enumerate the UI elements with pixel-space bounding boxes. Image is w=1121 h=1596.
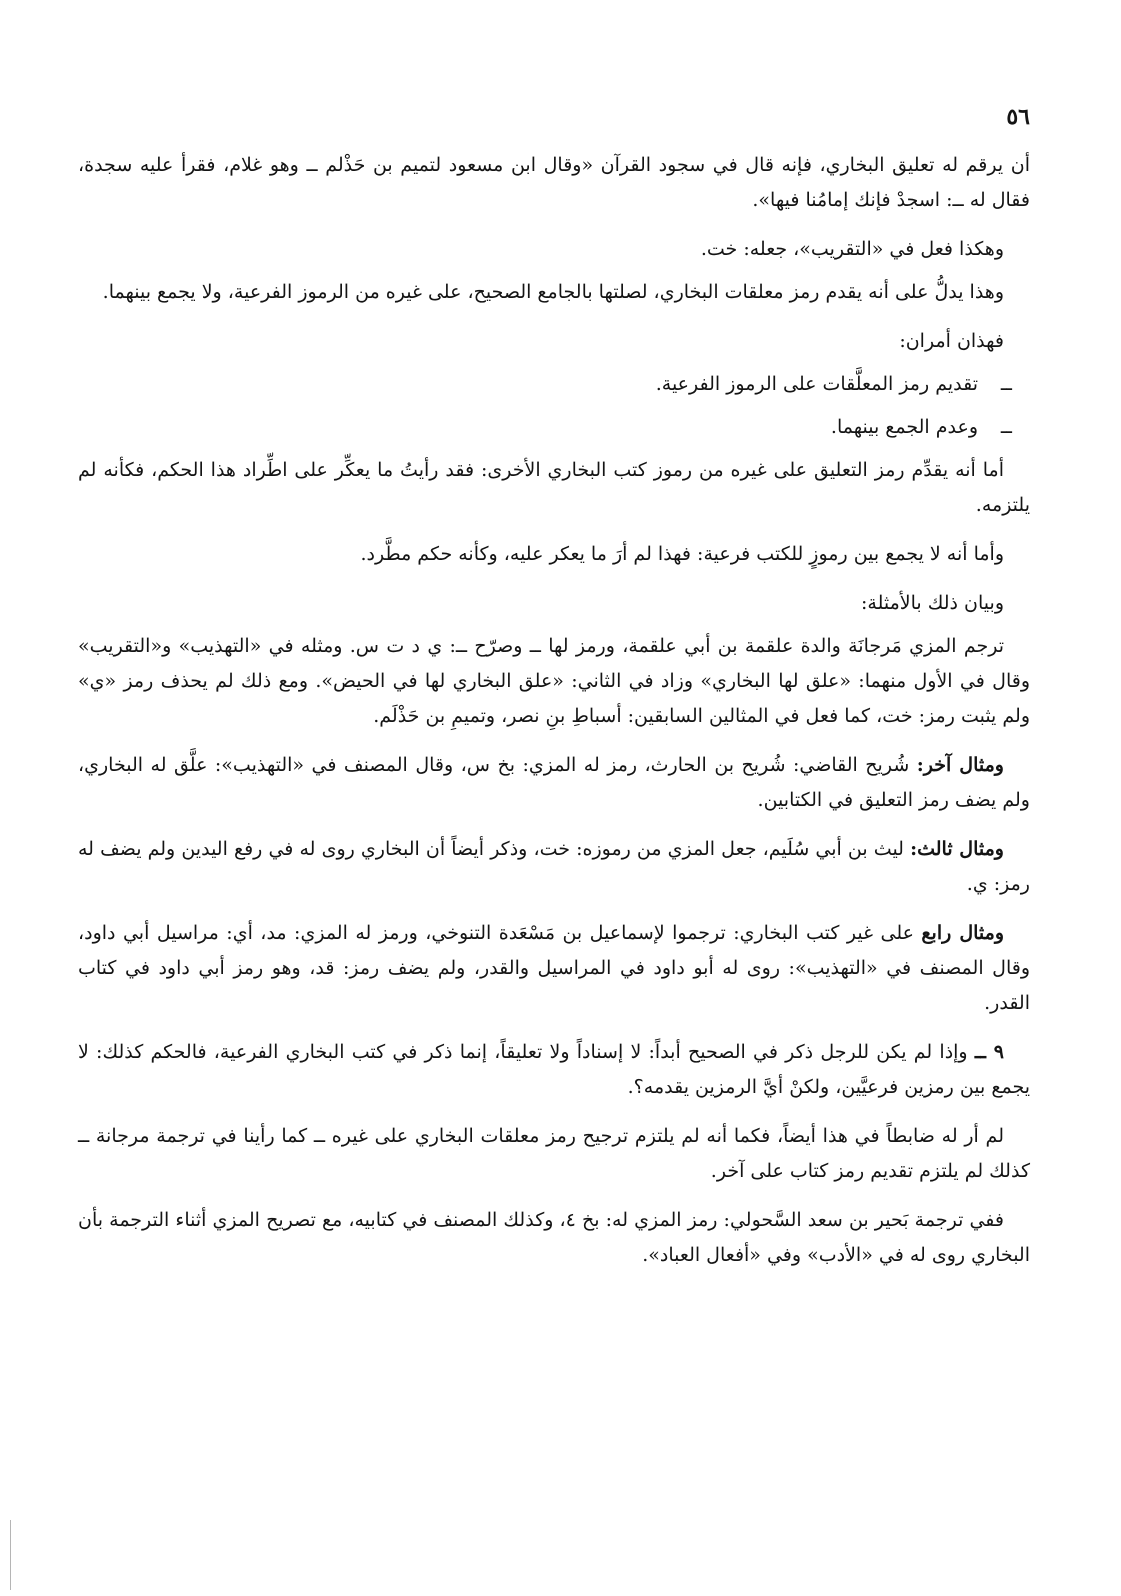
margin-rule: [10, 1520, 11, 1590]
paragraph: وأما أنه لا يجمع بين رموزٍ للكتب فرعية: فهذا لم أرَ ما يعكر عليه، وكأنه حكم مطَّرد.: [360, 543, 1004, 565]
section-number: ٩ ــ: [974, 1041, 1004, 1063]
paragraph: [78, 748, 1030, 818]
section-text: وإذا لم يكن للرجل ذكر في الصحيح أبداً: لا إسناداً ولا تعليقاً، إنما ذكر في كتب البخاري الفرعية، فالحكم كذلك: لا يجمع بين رمزين فرعيَّين، ولكنْ أيَّ الرمزين يقدمه؟.: [78, 1041, 1030, 1098]
bullet-item: [78, 367, 1030, 402]
page-number: ٥٦: [1006, 104, 1030, 130]
example-lead: ومثال ثالث:: [910, 838, 1004, 860]
example-text: على غير كتب البخاري: ترجموا لإسماعيل بن مَسْعَدة التنوخي، ورمز له المزي: مد، أي: مراسيل أبي داود، وقال المصنف في «التهذيب»: روى له أبو داود في المراسيل والقدر، ولم يضف رمز: قد، وهو رمز أبي داود في كتاب القدر.: [78, 922, 1030, 1014]
example-lead: ومثال آخر:: [916, 754, 1004, 776]
paragraph: لم أر له ضابطاً في هذا أيضاً، فكما أنه لم يلتزم ترجيح رمز معلقات البخاري على غيره ــ كما رأينا في ترجمة مرجانة ــ كذلك لم يلتزم تقديم رمز كتاب على آخر.: [78, 1125, 1030, 1182]
bullet-dash: ــ: [1000, 416, 1012, 438]
bullet-text: وعدم الجمع بينهما.: [830, 416, 978, 438]
paragraph: وهذا يدلُّ على أنه يقدم رمز معلقات البخاري، لصلتها بالجامع الصحيح، على غيره من الرموز الفرعية، ولا يجمع بينهما.: [102, 281, 1004, 303]
example-lead: ومثال رابع: [921, 922, 1004, 944]
paragraph: [78, 832, 1030, 902]
bullet-item: [78, 410, 1030, 445]
paragraph: ترجم المزي مَرجانَة والدة علقمة بن أبي علقمة، ورمز لها ــ وصرّح ــ: ي د ت س. ومثله في «التهذيب» و«التقريب» وقال في الأول منهما: «علق لها البخاري» وزاد في الثاني: «علق البخاري لها في الحيض». ومع ذلك لم يحذف رمز «ي» ولم يثبت رمز: خت، كما فعل في المثالين السابقين: أسباطِ بنِ نصر، وتميمِ بن حَذْلَم.: [78, 635, 1030, 727]
bullet-text: تقديم رمز المعلَّقات على الرموز الفرعية.: [655, 373, 978, 395]
example-text: شُريح القاضي: شُريح بن الحارث، رمز له المزي: بخ س، وقال المصنف في «التهذيب»: علَّق له البخاري، ولم يضف رمز التعليق في الكتابين.: [78, 754, 1030, 811]
paragraph: أن يرقم له تعليق البخاري، فإنه قال في سجود القرآن «وقال ابن مسعود لتميم بن حَذْلم ــ وهو غلام، فقرأ عليه سجدة، فقال له ــ: اسجدْ فإنك إمامُنا فيها».: [78, 154, 1030, 211]
document-page: [78, 0, 1030, 1596]
paragraph: وبيان ذلك بالأمثلة:: [861, 592, 1004, 614]
paragraph: أما أنه يقدِّم رمز التعليق على غيره من رموز كتب البخاري الأخرى: فقد رأيتُ ما يعكِّر على اطِّراد هذا الحكم، فكأنه لم يلتزمه.: [78, 459, 1030, 516]
paragraph: [78, 1035, 1030, 1105]
body-text: [78, 148, 1030, 1287]
example-text: ليث بن أبي سُلَيم، جعل المزي من رموزه: خت، وذكر أيضاً أن البخاري روى له في رفع اليدين ولم يضف له رمز: ي.: [78, 838, 1030, 895]
bullet-dash: ــ: [1000, 373, 1012, 395]
paragraph: [78, 916, 1030, 1021]
paragraph: وهكذا فعل في «التقريب»، جعله: خت.: [700, 238, 1004, 260]
paragraph: فهذان أمران:: [899, 330, 1004, 352]
paragraph: ففي ترجمة بَحير بن سعد السَّحولي: رمز المزي له: بخ ٤، وكذلك المصنف في كتابيه، مع تصريح المزي أثناء الترجمة بأن البخاري روى له في «الأدب» وفي «أفعال العباد».: [78, 1209, 1030, 1266]
